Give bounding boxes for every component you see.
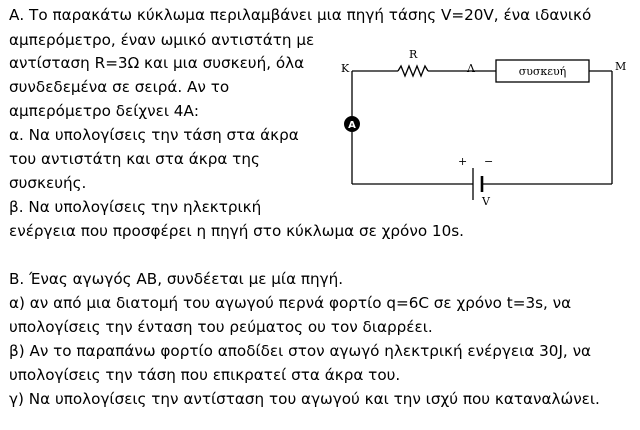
battery-plus-sign: + xyxy=(458,155,468,168)
part-a-line-2: αμπερόμετρο, έναν ωμικό αντιστάτη με xyxy=(9,31,315,49)
label-lambda: Λ xyxy=(467,62,475,75)
part-a-line-8: συσκευής. xyxy=(9,174,87,192)
part-b-line-3: υπολογίσεις την ένταση του ρεύματος ου τον διαρρέει. xyxy=(9,318,433,336)
part-a-line-7: του αντιστάτη και στα άκρα της xyxy=(9,150,260,168)
part-b-line-6: γ) Να υπολογίσεις την αντίσταση του αγωγού και την ισχύ που καταναλώνει. xyxy=(9,390,600,408)
part-b-line-4: β) Αν το παραπάνω φορτίο αποδίδει στον αγωγό ηλεκτρική ενέργεια 30J, να xyxy=(9,342,592,360)
label-v: V xyxy=(482,195,490,208)
part-a-line-5: αμπερόμετρο δείχνει 4Α: xyxy=(9,102,199,120)
label-m: M xyxy=(615,60,627,73)
part-a-line-3: αντίσταση R=3Ω και μια συσκευή, όλα xyxy=(9,54,305,72)
part-a-line-6: α. Να υπολογίσεις την τάση στα άκρα xyxy=(9,126,299,144)
part-b-line-1: Β. Ένας αγωγός ΑΒ, συνδέεται με μία πηγή. xyxy=(9,270,344,288)
part-a-line-1: Α. Το παρακάτω κύκλωμα περιλαμβάνει μια πηγή τάσης V=20V, ένα ιδανικό xyxy=(9,6,592,24)
label-k: K xyxy=(341,62,350,75)
device-label: συσκευή xyxy=(518,65,567,78)
part-a-line-10: ενέργεια που προσφέρει η πηγή στο κύκλωμα σε χρόνο 10s. xyxy=(9,222,465,240)
battery-minus-sign: − xyxy=(484,155,494,168)
ammeter-label: A xyxy=(348,120,356,131)
resistor-symbol xyxy=(398,66,428,76)
label-r: R xyxy=(409,48,418,61)
part-b-line-2: α) αν από μια διατομή του αγωγού περνά φορτίο q=6C σε χρόνο t=3s, να xyxy=(9,294,572,312)
part-b-line-5: υπολογίσεις την τάση που επικρατεί στα άκρα του. xyxy=(9,366,401,384)
part-a-line-4: συνδεδεμένα σε σειρά. Αν το xyxy=(9,78,230,96)
part-a-line-9: β. Να υπολογίσεις την ηλεκτρική xyxy=(9,198,262,216)
